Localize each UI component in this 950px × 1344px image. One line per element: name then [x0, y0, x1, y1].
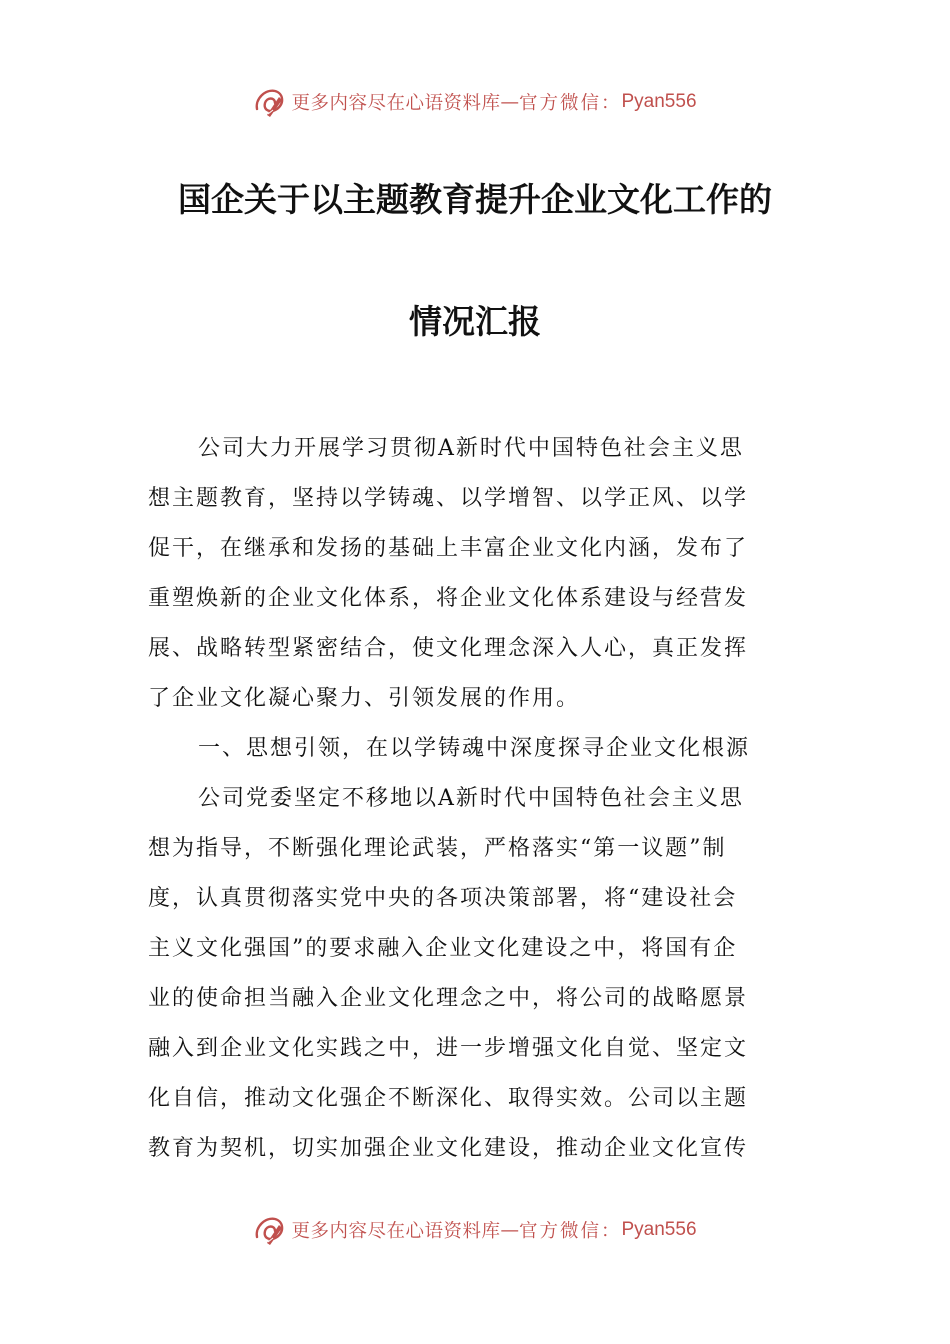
body-line: 促干，在继承和发扬的基础上丰富企业文化内涵，发布了 — [148, 536, 749, 561]
body-line: 度，认真贯彻落实党中央的各项决策部署，将“建设社会 — [148, 886, 738, 911]
document-title-line2: 情况汇报 — [409, 302, 541, 341]
section-heading: 一、思想引领，在以学铸魂中深度探寻企业文化根源 — [198, 736, 751, 761]
watermark-wechat-label: 官方微信： — [518, 93, 622, 114]
body-line: 想主题教育，坚持以学铸魂、以学增智、以学正风、以学 — [148, 486, 749, 511]
pen-nib-swirl-icon — [253, 85, 287, 119]
body-line: 想为指导，不断强化理论武装，严格落实“第一议题”制 — [148, 836, 727, 861]
watermark-text: 更多内容尽在心语资料库 — [291, 93, 501, 114]
watermark-wechat-id: Pyan556 — [621, 91, 697, 112]
watermark-separator: — — [500, 91, 519, 113]
watermark-separator: — — [500, 1219, 519, 1241]
body-line: 化自信，推动文化强企不断深化、取得实效。公司以主题 — [148, 1086, 749, 1111]
body-line: 融入到企业文化实践之中，进一步增强文化自觉、坚定文 — [148, 1036, 749, 1061]
watermark-banner-top — [0, 80, 950, 124]
body-line: 业的使命担当融入企业文化理念之中，将公司的战略愿景 — [148, 986, 749, 1011]
pen-nib-swirl-icon — [253, 1213, 287, 1247]
body-line: 展、战略转型紧密结合，使文化理念深入人心，真正发挥 — [148, 636, 749, 661]
watermark-wechat-label: 官方微信： — [518, 1221, 622, 1242]
body-line: 公司大力开展学习贯彻A新时代中国特色社会主义思 — [198, 436, 744, 461]
body-line: 了企业文化凝心聚力、引领发展的作用。 — [148, 686, 581, 711]
watermark-text: 更多内容尽在心语资料库 — [291, 1221, 501, 1242]
watermark-banner-bottom — [0, 1208, 950, 1252]
document-body — [148, 424, 808, 1174]
body-line: 主义文化强国”的要求融入企业文化建设之中，将国有企 — [148, 936, 738, 961]
document-title-line1: 国企关于以主题教育提升企业文化工作的 — [178, 180, 772, 219]
body-line: 重塑焕新的企业文化体系，将企业文化体系建设与经营发 — [148, 586, 749, 611]
body-line: 公司党委坚定不移地以A新时代中国特色社会主义思 — [198, 786, 744, 811]
body-line: 教育为契机，切实加强企业文化建设，推动企业文化宣传 — [148, 1136, 749, 1161]
watermark-wechat-id: Pyan556 — [621, 1219, 697, 1240]
